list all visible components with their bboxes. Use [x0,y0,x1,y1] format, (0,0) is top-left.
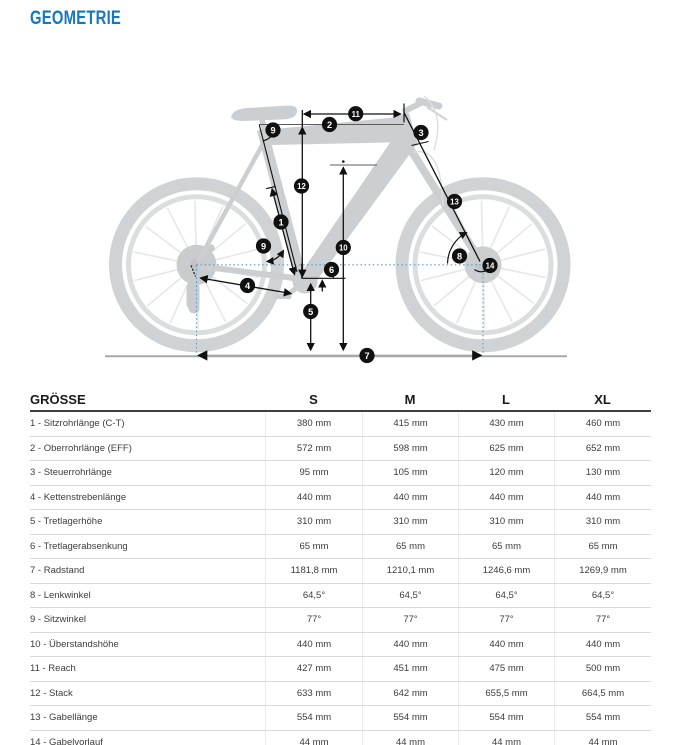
geometry-table [30,388,651,745]
row-value: 64,5° [265,584,362,608]
row-value: 655,5 mm [458,682,554,706]
table-row [30,657,651,682]
row-value: 77° [554,608,651,632]
table-row [30,510,651,535]
row-label: 9 - Sitzwinkel [30,614,86,626]
row-value: 440 mm [458,486,554,510]
svg-text:14: 14 [485,261,495,271]
row-value: 44 mm [265,731,362,745]
callout-12 [294,178,309,193]
svg-text:2: 2 [326,120,333,131]
row-value: 1181,8 mm [265,559,362,583]
row-value: 44 mm [362,731,458,745]
page-title: GEOMETRIE [30,8,122,29]
table-row [30,633,651,658]
svg-text:6: 6 [328,265,335,276]
pedal [275,294,292,300]
callout-14 [482,258,497,273]
row-value: 451 mm [362,657,458,681]
row-value: 500 mm [554,657,651,681]
svg-text:9: 9 [260,241,267,252]
callout-10 [336,240,351,255]
table-row [30,584,651,609]
row-value: 664,5 mm [554,682,651,706]
callout-4 [240,278,255,293]
row-value: 64,5° [458,584,554,608]
row-value: 65 mm [362,535,458,559]
row-value: 415 mm [362,412,458,436]
table-row [30,682,651,707]
column-header-l: L [502,392,510,407]
row-value: 310 mm [554,510,651,534]
row-value: 572 mm [265,437,362,461]
row-value: 460 mm [554,412,651,436]
row-value: 65 mm [265,535,362,559]
callout-2 [322,117,337,132]
row-value: 380 mm [265,412,362,436]
column-header-m: M [404,392,416,407]
table-row [30,486,651,511]
row-label: 1 - Sitzrohrlänge (C-T) [30,418,125,430]
row-value: 440 mm [265,633,362,657]
row-label: 5 - Tretlagerhöhe [30,516,103,528]
row-value: 440 mm [458,633,554,657]
svg-text:5: 5 [308,307,314,318]
callout-8 [452,248,467,263]
row-value: 77° [265,608,362,632]
row-value: 440 mm [554,633,651,657]
svg-text:9: 9 [270,125,276,136]
callout-7 [359,348,374,363]
row-value: 65 mm [554,535,651,559]
svg-text:1: 1 [278,217,284,228]
svg-text:13: 13 [450,197,459,207]
table-body [30,412,651,745]
row-label: 7 - Radstand [30,565,85,577]
row-value: 430 mm [458,412,554,436]
svg-text:10: 10 [338,243,348,253]
row-value: 105 mm [362,461,458,485]
svg-text:11: 11 [351,109,360,119]
table-row [30,559,651,584]
row-label: 8 - Lenkwinkel [30,589,91,601]
row-value: 64,5° [554,584,651,608]
table-row [30,535,651,560]
row-value: 427 mm [265,657,362,681]
row-value: 652 mm [554,437,651,461]
row-value: 64,5° [362,584,458,608]
row-value: 1210,1 mm [362,559,458,583]
callout-5 [303,304,318,319]
svg-text:8: 8 [456,251,463,262]
top-tube [264,117,409,145]
callout-11 [348,106,363,121]
row-value: 130 mm [554,461,651,485]
column-header-xl: XL [594,392,611,407]
row-value: 440 mm [362,633,458,657]
row-label: 2 - Oberrohrlänge (EFF) [30,442,132,454]
table-row [30,412,651,437]
row-label: 4 - Kettenstrebenlänge [30,491,127,503]
row-value: 475 mm [458,657,554,681]
table-row [30,437,651,462]
row-label: 13 - Gabellänge [30,712,98,724]
row-label: 3 - Steuerrohrlänge [30,467,112,479]
row-value: 440 mm [554,486,651,510]
table-header-row [30,388,651,412]
table-row [30,731,651,745]
bike-silhouette [105,96,567,356]
column-header-size: GRÖSSE [30,392,86,407]
row-value: 77° [458,608,554,632]
row-value: 440 mm [265,486,362,510]
row-label: 6 - Tretlagerabsenkung [30,540,128,552]
row-value: 310 mm [362,510,458,534]
row-value: 65 mm [458,535,554,559]
row-value: 120 mm [458,461,554,485]
row-label: 10 - Überstandshöhe [30,638,119,650]
callout-3 [413,125,428,140]
row-value: 1246,6 mm [458,559,554,583]
row-value: 554 mm [362,706,458,730]
svg-text:12: 12 [297,182,306,192]
row-value: 95 mm [265,461,362,485]
row-value: 44 mm [554,731,651,745]
callout-9 [265,122,280,137]
row-value: 625 mm [458,437,554,461]
row-value: 642 mm [362,682,458,706]
row-value: 310 mm [265,510,362,534]
column-header-s: S [309,392,318,407]
row-label: 11 - Reach [30,663,76,675]
row-value: 554 mm [458,706,554,730]
callout-6 [324,262,339,277]
row-value: 440 mm [362,486,458,510]
table-row [30,461,651,486]
row-value: 633 mm [265,682,362,706]
callout-1 [273,214,288,229]
row-value: 554 mm [265,706,362,730]
table-row [30,608,651,633]
callout-9 [256,238,271,253]
table-row [30,706,651,731]
svg-text:3: 3 [418,128,424,139]
svg-text:4: 4 [244,281,251,292]
row-label: 12 - Stack [30,687,73,699]
row-value: 1269,9 mm [554,559,651,583]
svg-text:7: 7 [364,351,370,362]
callout-13 [447,194,462,209]
row-label: 14 - Gabelvorlauf [30,736,103,745]
row-value: 598 mm [362,437,458,461]
row-value: 77° [362,608,458,632]
row-value: 310 mm [458,510,554,534]
row-value: 44 mm [458,731,554,745]
row-value: 554 mm [554,706,651,730]
